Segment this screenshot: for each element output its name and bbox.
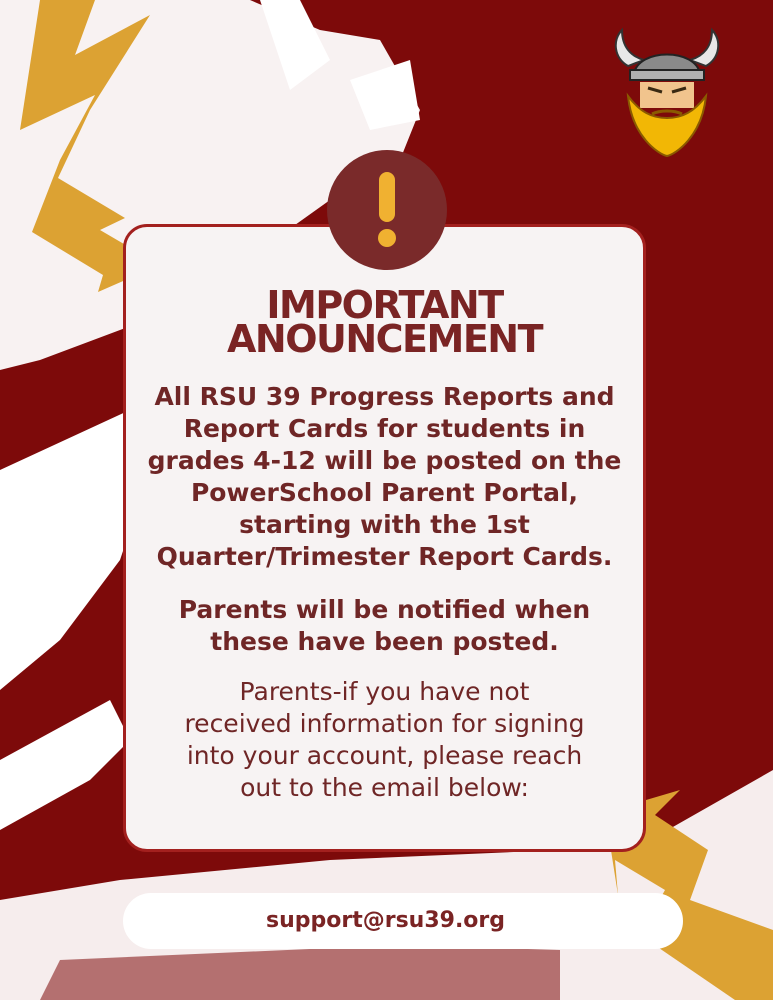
- text-line: into your account, please reach: [186, 741, 583, 770]
- text-line: out to the email below:: [240, 773, 529, 802]
- text-line: Report Cards for students in: [183, 414, 586, 443]
- paint-stroke-left-lower: [0, 700, 130, 830]
- text-line: received information for signing: [184, 709, 585, 738]
- text-line: Quarter/Trimester Report Cards.: [156, 542, 613, 571]
- paragraph-posting-info: [123, 381, 646, 573]
- paragraph-account-help: [123, 676, 646, 804]
- exclamation-icon: [327, 150, 447, 270]
- text-line: All RSU 39 Progress Reports and: [154, 382, 615, 411]
- viking-logo: [608, 26, 726, 158]
- text-line: starting with the 1st: [239, 510, 530, 539]
- support-email[interactable]: support@rsu39.org: [265, 908, 506, 933]
- text-line: grades 4-12 will be posted on the: [147, 446, 622, 475]
- title-line-2: ANOUNCEMENT: [226, 317, 543, 361]
- paragraph-notification: [123, 594, 646, 658]
- text-line: Parents-if you have not: [239, 677, 530, 706]
- text-line: these have been posted.: [210, 627, 559, 656]
- text-line: PowerSchool Parent Portal,: [190, 478, 579, 507]
- text-line: Parents will be notified when: [178, 595, 591, 624]
- title-line-1: IMPORTANT: [266, 283, 503, 327]
- alert-badge: [327, 150, 447, 270]
